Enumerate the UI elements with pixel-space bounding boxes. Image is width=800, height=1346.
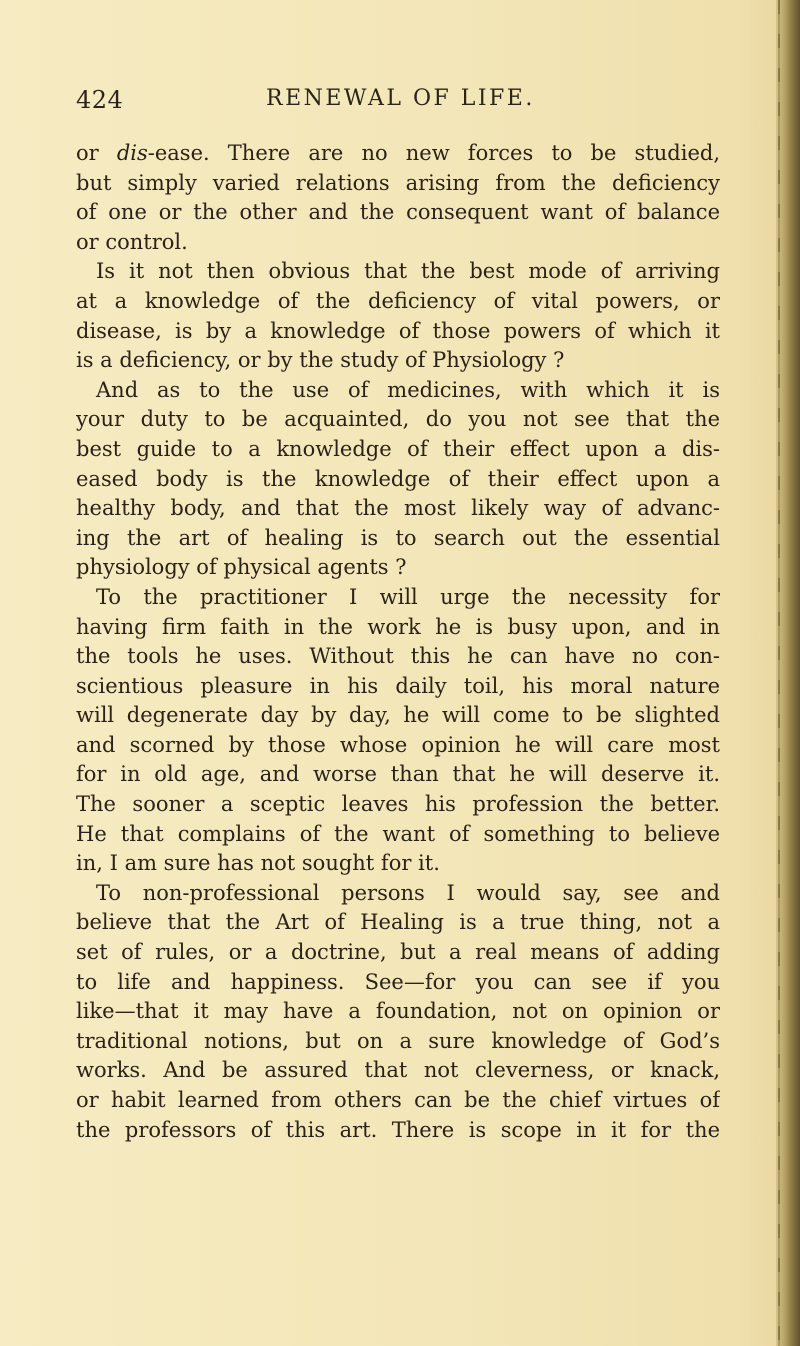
text-line: having firm faith in the work he is busy upon, and in — [76, 614, 720, 639]
text-line: in, I am sure has not sought for it. — [76, 851, 440, 876]
text-line: or control. — [76, 229, 188, 254]
text-line: disease, is by a knowledge of those powers of which it — [76, 318, 720, 343]
text-line: to life and happiness. See—for you can see if you — [76, 969, 720, 994]
text-line: To the practitioner I will urge the necessity for — [96, 584, 720, 609]
text-line: traditional notions, but on a sure knowledge of God’s — [76, 1028, 720, 1053]
page-number: 424 — [76, 86, 124, 114]
text-line: like—that it may have a foundation, not on opinion or — [76, 999, 720, 1024]
text-line: set of rules, or a doctrine, but a real means of adding — [76, 940, 720, 965]
text-line: To non-professional persons I would say, see and — [96, 880, 720, 905]
text-line: eased body is the knowledge of their effect upon a — [76, 466, 720, 491]
text-line: or habit learned from others can be the chief virtues of — [76, 1088, 720, 1112]
text-line: works. And be assured that not cleverness, or knack, — [76, 1058, 720, 1083]
text-line: He that complains of the want of something to believe — [76, 821, 720, 846]
text-line: is a deficiency, or by the study of Physiology ? — [76, 348, 565, 373]
text-line: or dis-ease. There are no new forces to be studied, — [76, 141, 720, 165]
text-line: will degenerate day by day, he will come to be slighted — [76, 703, 720, 728]
page-edge — [776, 0, 800, 1346]
text-line: ing the art of healing is to search out the essential — [76, 525, 720, 550]
text-line: of one or the other and the consequent want of balance — [76, 200, 720, 225]
text-line: for in old age, and worse than that he will deserve it. — [76, 762, 720, 787]
text-line: and scorned by those whose opinion he will care most — [76, 732, 720, 757]
text-line: The sooner a sceptic leaves his profession the better. — [76, 792, 720, 817]
text-line: the tools he uses. Without this he can have no con- — [76, 644, 720, 669]
text-line: physiology of physical agents ? — [76, 555, 407, 580]
text-line: healthy body, and that the most likely way of advanc- — [76, 496, 720, 521]
text-line: And as to the use of medicines, with which it is — [96, 377, 720, 402]
text-line: scientious pleasure in his daily toil, his moral nature — [76, 673, 720, 698]
text-line: best guide to a knowledge of their effect upon a dis- — [76, 436, 720, 461]
text-line: the professors of this art. There is scope in it for the — [76, 1117, 720, 1142]
running-title: RENEWAL OF LIFE. — [266, 86, 535, 111]
text-line: believe that the Art of Healing is a true thing, not a — [76, 910, 720, 935]
text-line: but simply varied relations arising from the deficiency — [76, 170, 720, 195]
italic-word: dis — [116, 141, 148, 165]
text-line: your duty to be acquainted, do you not see that the — [76, 407, 720, 432]
text-line: at a knowledge of the deficiency of vital powers, or — [76, 288, 720, 313]
text-line: Is it not then obvious that the best mode of arriving — [96, 259, 720, 284]
page-body-text — [76, 139, 720, 1145]
running-head — [76, 86, 716, 122]
